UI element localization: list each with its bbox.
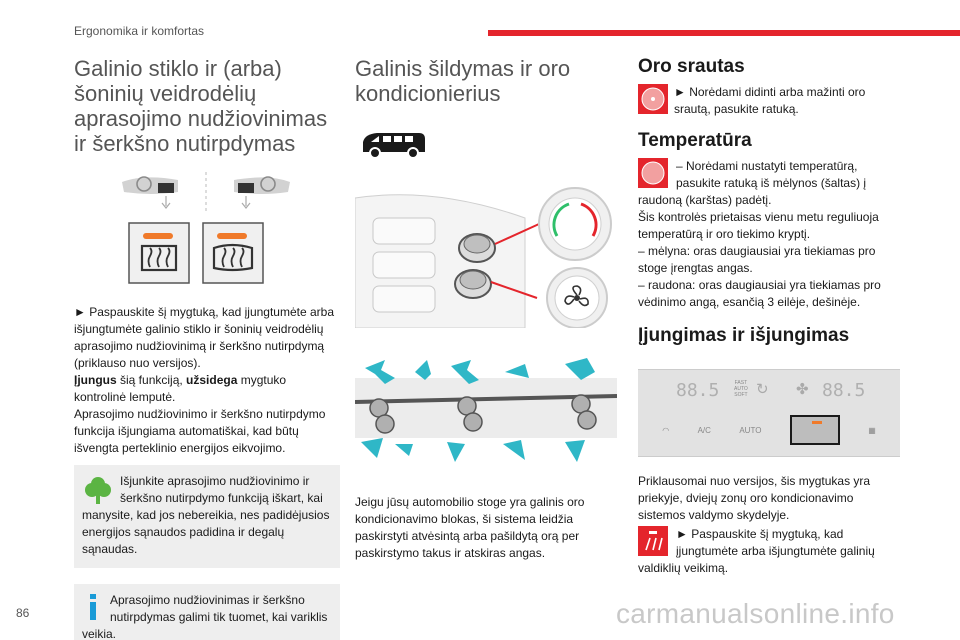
ac-button[interactable]: A/C [697, 425, 711, 435]
info-note [74, 584, 340, 640]
rear-heating-body: Jeigu jūsų automobilio stoge yra galinis oro kondicionavimo blokas, ši sistema leidžia paskirstyti atvėsintą arba pašildytą orą per paskirstymo takus ir atskiras angas. [355, 495, 585, 560]
climate-panel [638, 369, 900, 457]
van-icon [359, 130, 429, 160]
on-off-text-1: Priklausomai nuo versijos, šis mygtukas yra priekyje, dviejų zonų oro kondicionavimo sistemos valdymo skydelyje. [638, 474, 871, 522]
temperature-dial-small-icon [638, 158, 668, 188]
fan-speed-icon: ✤ [796, 381, 809, 398]
fast-auto-soft-labels: FAST AUTO SOFT [734, 380, 748, 398]
on-off-heading: Įjungimas ir išjungimas [638, 325, 850, 346]
info-note-text: Aprasojimo nudžiovinimas ir šerkšno nutirpdymas galimi tik tuomet, kai variklis veikia. [82, 593, 328, 640]
eco-tree-icon [84, 475, 112, 505]
header-accent-bar [488, 30, 960, 36]
temperature-text-2: Šis kontrolės prietaisas vienu metu reguliuoja temperatūrą ir oro tiekimo kryptį. [638, 210, 879, 241]
watermark: carmanualsonline.info [616, 598, 895, 629]
mirrors-illustration [74, 170, 340, 214]
temperature-dial-icon [539, 188, 611, 260]
fan-dial-icon [547, 268, 607, 328]
page-number: 86 [16, 606, 30, 620]
rear-window-defrost-button[interactable] [128, 222, 190, 284]
rear-control-button-icon [638, 526, 668, 556]
right-mirror-icon [234, 177, 290, 208]
defrost-buttons-figure [128, 222, 340, 284]
temperature-knob-small [459, 234, 495, 262]
on-off-row [638, 526, 902, 577]
rear-defrost-panel-button[interactable]: ▦ [868, 425, 876, 435]
eco-note-text: Išjunkite aprasojimo nudžiovinimo ir šerkšno nutirpdymo funkciją iškart, kai manysite, kad jos nebereikia, nes padidėjusios energijos sąnaudos padidina ir degalų sąnaudas. [82, 474, 330, 556]
left-temp-display: 88.5 [676, 380, 720, 401]
defrost-auto-off-text: Aprasojimo nudžiovinimo ir šerkšno nutirpdymo funkcija išjungiama automatiškai, kad būtų išvengta perteklinio energijos eikvojimo. [74, 407, 326, 455]
temperature-text-4: – raudona: oras daugiausiai yra tiekiamas pro vėdinimo angą, esančią 3 eilėje, dešinėje. [638, 278, 881, 309]
rear-indicator-light [812, 421, 822, 424]
defrost-instruction: ► Paspauskite šį mygtuką, kad įjungtumėte arba išjungtumėte galinio stiklo ir šoninių veidrodėlių aprasojimo nudžiovinimą ir šerkšno nutirpdymą (priklauso nuo versijos). [74, 305, 335, 370]
temperature-text-3: – mėlyna: oras daugiausiai yra tiekiamas pro stoge įrengtas angas. [638, 244, 876, 275]
air-flow-heading: Oro srautas [638, 56, 745, 77]
left-mirror-icon [122, 177, 178, 208]
air-flow-row [638, 84, 902, 118]
column-controls [638, 56, 902, 577]
air-flow-text: ► Norėdami didinti arba mažinti oro srautą, pasukite ratuką. [674, 85, 866, 116]
temperature-block [638, 158, 902, 311]
temperature-text-1: – Norėdami nustatyti temperatūrą, pasukite ratuką iš mėlynos (šaltas) į raudoną (karštas) padėtį. [638, 159, 867, 207]
defrost-indicator-text: Įjungus šią funkciją, užsidega mygtuko kontrolinė lemputė. [74, 373, 287, 404]
section-title: Ergonomika ir komfortas [74, 24, 205, 38]
column-rear-defrost [74, 56, 340, 640]
panel-button-row [648, 416, 890, 444]
front-defrost-button[interactable]: ◠ [662, 425, 670, 435]
mirror-defrost-button[interactable] [202, 222, 264, 284]
fan-dial-small-icon [638, 84, 668, 114]
rear-controls-illustration [355, 178, 617, 328]
rear-defrost-title: Galinio stiklo ir (arba) šoninių veidrodėlių aprasojimo nudžiovinimas ir šerkšno nutirpdymas [74, 56, 328, 156]
recirculation-icon: ↻ [756, 381, 769, 398]
column-rear-heating [355, 56, 617, 562]
roof-vents-illustration [355, 358, 617, 468]
right-temp-display: 88.5 [822, 380, 866, 401]
fan-knob-small [455, 270, 491, 298]
info-icon [86, 594, 100, 620]
on-off-text-2: ► Paspauskite šį mygtuką, kad įjungtumėte arba išjungtumėte galinių valdiklių veikimą. [638, 527, 875, 575]
auto-button[interactable]: AUTO [739, 425, 762, 435]
rear-controls-button[interactable] [790, 415, 840, 445]
temperature-heading: Temperatūra [638, 130, 752, 151]
rear-heating-title: Galinis šildymas ir oro kondicionierius [355, 56, 571, 106]
eco-note [74, 465, 340, 568]
